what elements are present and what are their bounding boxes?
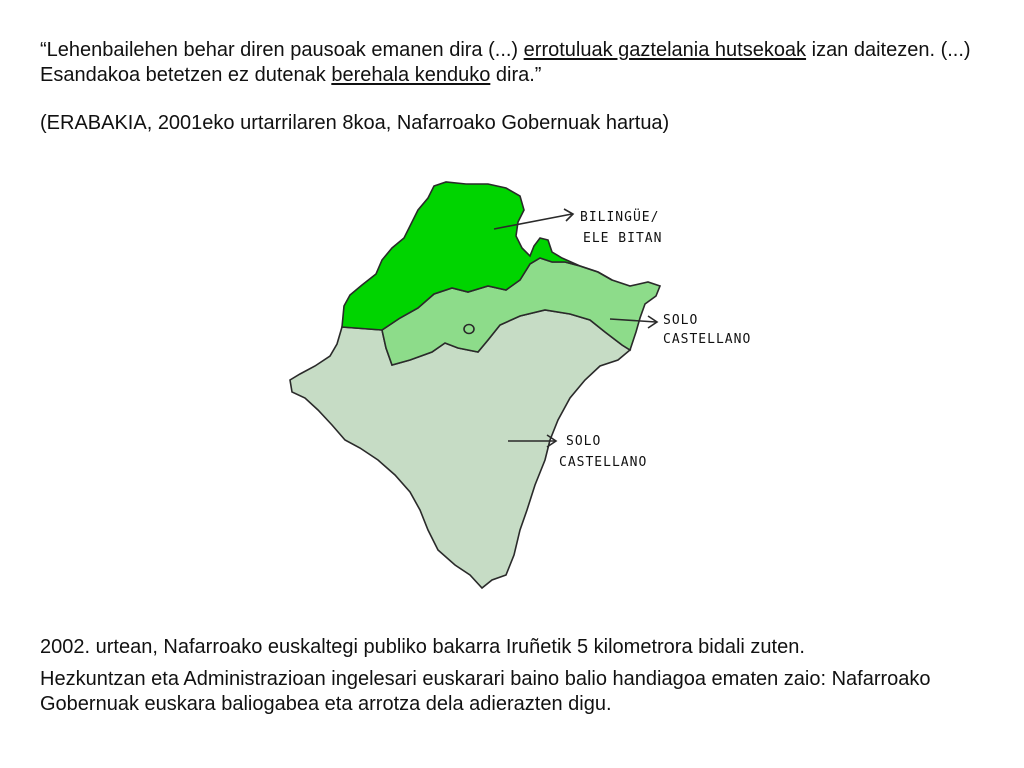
label-south-line1: SOLO [566,434,602,449]
quote-part-1: “Lehenbailehen behar diren pausoak emanen dira (...) [40,39,524,61]
label-bilingual-line1: BILINGÜE/ [580,210,660,225]
quote-part-2: izan daitezen. (...) Esandakoa betetzen ez dutenak [40,39,971,86]
region-south-castilian [290,310,630,588]
bottom-paragraph-1: 2002. urtean, Nafarroako euskaltegi publiko bakarra Iruñetik 5 kilometrora bidali zuten. [40,636,805,658]
quote-source: (ERABAKIA, 2001eko urtarrilaren 8koa, Nafarroako Gobernuak hartua) [40,112,670,134]
quote-underline-1: errotuluak gaztelania hutsekoak [523,39,807,61]
bottom-text [40,635,990,724]
label-south-line2: CASTELLANO [559,455,648,470]
quote-underline-2: berehala kenduko [331,64,491,86]
label-mixed-line1: SOLO [663,313,699,328]
bottom-paragraph-2: Hezkuntzan eta Administrazioan ingelesari euskarari baino balio handiagoa ematen zaio: Nafarroako Gobernuak euskara baliogabea eta arrotza dela adierazten digu. [40,668,931,715]
label-bilingual-line2: ELE BITAN [583,231,663,246]
label-mixed-line2: CASTELLANO [663,332,752,347]
quote-part-3: dira.” [490,64,542,86]
